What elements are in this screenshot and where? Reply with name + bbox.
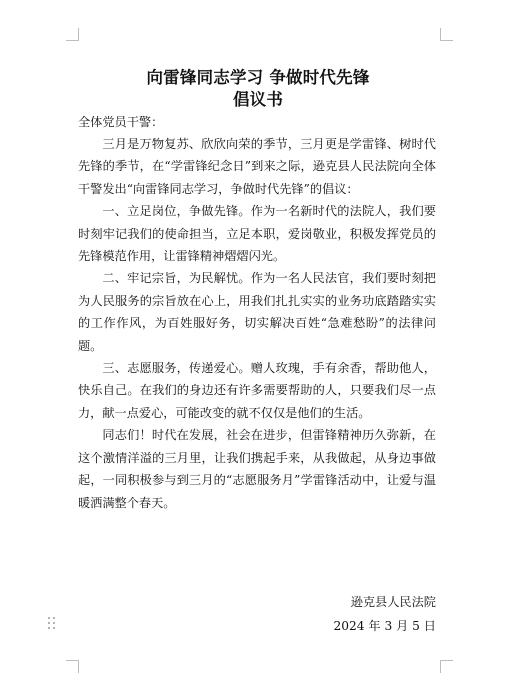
signature-organization: 逊克县人民法院 (350, 595, 436, 609)
signature-date: 2024 年 3 月 5 日 (333, 619, 436, 633)
salutation: 全体党员干警： (78, 115, 164, 129)
paragraph-item-1: 一、立足岗位，争做先锋。作为一名新时代的法院人，我们要时刻牢记我们的使命担当，立足本职，爱岗敬业，积极发挥党员的先锋模范作用，让雷锋精神熠熠闪光。 (78, 204, 436, 264)
margin-corner-mark (66, 660, 79, 673)
document-body (78, 133, 436, 514)
document-subtitle: 倡议书 (232, 90, 284, 109)
paragraph-closing: 同志们！时代在发展，社会在进步，但雷锋精神历久弥新，在这个激情洋溢的三月里，让我们携起手来，从我做起，从身边事做起，一同积极参与到三月的“志愿服务月”学雷锋活动中，让爱与温暖洒满整个春天。 (78, 428, 436, 510)
drag-handle-icon[interactable] (48, 617, 56, 631)
paragraph-item-3: 三、志愿服务，传递爱心。赠人玫瑰，手有余香，帮助他人，快乐自己。在我们的身边还有许多需要帮助的人，只要我们尽一点力，献一点爱心，可能改变的就不仅仅是他们的生活。 (78, 361, 436, 420)
margin-corner-mark (440, 28, 453, 41)
document-title: 向雷锋同志学习 争做时代先锋 (146, 68, 370, 87)
paragraph-intro: 三月是万物复苏、欣欣向荣的季节，三月更是学雷锋、树时代先锋的季节，在“学雷锋纪念日”到来之际，逊克县人民法院向全体干警发出“向雷锋同志学习，争做时代先锋”的倡议： (78, 137, 436, 196)
paragraph-item-2: 二、牢记宗旨，为民解忧。作为一名人民法官，我们要时刻把为人民服务的宗旨放在心上，用我们扎扎实实的业务功底踏踏实实的工作作风，为百姓服好务，切实解决百姓“急难愁盼”的法律问题。 (78, 271, 436, 353)
margin-corner-mark (440, 660, 453, 673)
margin-corner-mark (66, 28, 79, 41)
